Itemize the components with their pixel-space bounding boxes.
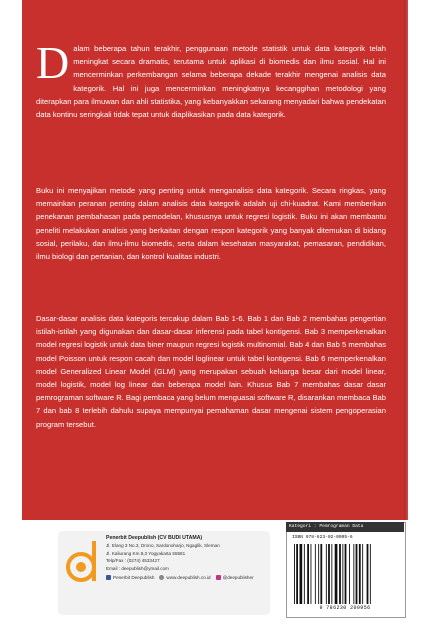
paragraph-3: Dasar-dasar analisis data kategoris tercakup dalam Bab 1-6. Bab 1 dan Bab 2 membahas pengertian istilah-istilah yang digunakan dan dasar-dasar inferensi pada tabel kontigensi. Bab 3 memperkenalkan model regresi logistik untuk data biner maupun regresi logistik multinomial. Bab 4 dan Bab 5 membahas model Poisson untuk respon cacah dan model loglinear untuk tabel kontigensi. Bab 6 memperkenalkan model Generalized Linear Model (GLM) yang merupakan sebuah keluarga besar dari model linear, model logistik, model log linear dan beberapa model lain. Khusus Bab 7 membahas dasar dasar pemrograman software R. Bagi pembaca yang belum menguasai software R, disarankan membaca Bab 7 dan bab 8 terlebih dahulu supaya mempunyai pemahaman dasar mengenai sistem pengoperasian program tersebut. [36, 314, 386, 429]
instagram-item [216, 574, 254, 581]
instagram-label: @deepublisher [222, 575, 254, 581]
facebook-label: Penerbit Deepublish [113, 575, 155, 581]
publisher-address-1: Jl. Elang 3 No.3, Drono, Sardonoharjo, Ngaglik, Sleman [106, 543, 220, 549]
paragraph-1-text: alam beberapa tahun terakhir, penggunaan metode statistik untuk data kategorik telah meningkat secara dramatis, terutama untuk aplikasi di biomedis dan ilmu sosial. Hal ini mencerminkan perkembangan selama beberapa dekade terakhir mengenai analisis data kategorik. Hal ini juga mencerminkan meningkatnya kecanggihan metodologi yang diterapkan para ilmuwan dan ahli statistika, yang kebanyakkan sekarang menyadari bahwa pendekatan data kontinu seringkali tidak tepat untuk diaplikasikan pada data kategorik. [36, 44, 386, 120]
drop-cap: D [36, 37, 70, 88]
instagram-icon [216, 575, 221, 580]
social-row [106, 574, 270, 581]
publisher-address-2: Jl. Kaliurang Km.9,3 Yogyakarta 55581 [106, 550, 186, 556]
paragraph-2: Buku ini menyajikan metode yang penting untuk menganalisis data kategorik. Secara ringkas, yang memainkan peranan penting dalam analisis data kategorik adalah uji chi-kuadrat. Kami memberikan penekanan pembahasan pada pemodelan, khususnya untuk regresi logistik. Buku ini akan membantu peneliti melakukan analisis yang berkaitan dengan respon kategorik yang banyak ditemukan di bidang sosial, perilaku, dan ilmu-ilmu biomedis, serta dalam kesehatan masyarakat, pemasaran, pendidikan, ilmu biologi dan pertanian, dan kontrol kualitas industri. [36, 186, 386, 262]
paragraph-1 [36, 37, 386, 121]
publisher-info [106, 535, 270, 581]
publisher-email: Email : deepublish@ymail.com [106, 565, 169, 571]
isbn-category: Kategori : Pemrograman Data [286, 522, 404, 532]
deepublish-logo-icon [66, 537, 100, 597]
website-label: www.deepublish.co.id [166, 575, 211, 581]
publisher-phone: Telp/Fax : (0274) 4533427 [106, 558, 160, 564]
isbn-label: ISBN 978-623-02-0095-6 [292, 535, 353, 540]
facebook-item [106, 574, 154, 581]
website-item [159, 574, 210, 581]
barcode-number: 9 786230 200956 [319, 605, 371, 611]
barcode [292, 544, 398, 604]
publisher-name: Penerbit Deepublish (CV BUDI UTAMA) [106, 535, 203, 541]
globe-icon [159, 575, 164, 580]
facebook-icon [106, 575, 111, 580]
